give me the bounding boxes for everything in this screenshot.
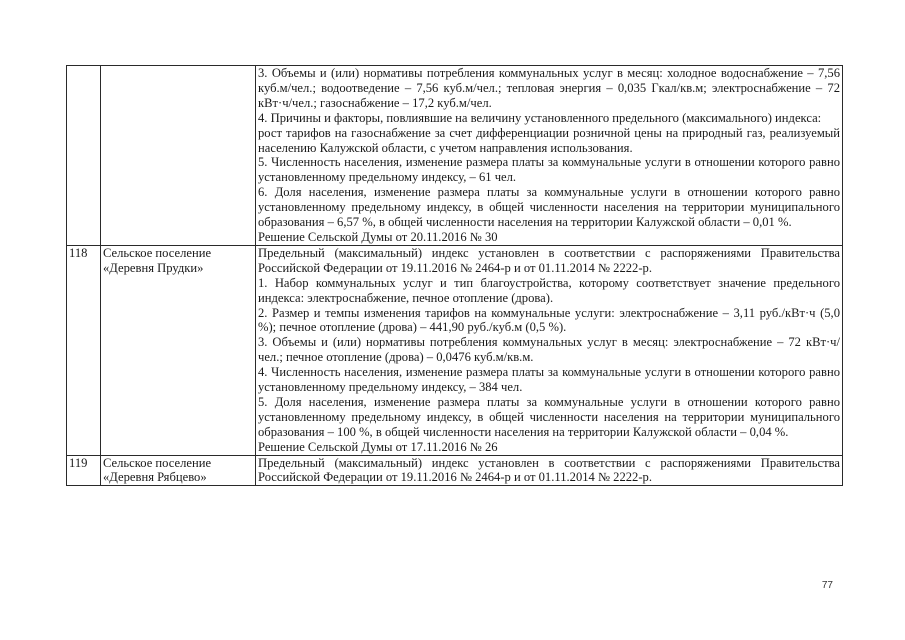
paragraph: Предельный (максимальный) индекс установлен в соответствии с распоряжениями Правительства Российской Федерации от 19.11.2016 № 2464-р и от 01.11.2014 № 2222-р. — [258, 455, 840, 485]
paragraph: 2. Размер и темпы изменения тарифов на коммунальные услуги: электроснабжение – 3,11 руб./кВт·ч (5,0 %); печное отопление (дрова) – 441,90 руб./куб.м (0,5 %). — [258, 305, 840, 335]
paragraph: рост тарифов на газоснабжение за счет дифференциации розничной цены на природный газ, реализуемый населению Калужской области, с учетом направления использования. — [258, 125, 840, 155]
paragraph: 6. Доля населения, изменение размера платы за коммунальные услуги в отношении которого равно установленному предельному индексу, в общей численности населения на территории муниципального образования – 6,57 %, в общей численности населения на территории Калужской области – 0,01 %. — [258, 185, 840, 230]
settlement-name-line: Сельское поселение — [103, 245, 212, 260]
decision-reference: Решение Сельской Думы от 17.11.2016 № 26 — [258, 439, 498, 454]
table-row — [67, 66, 843, 246]
settlement-name — [101, 66, 256, 246]
index-details — [256, 455, 843, 486]
paragraph: 4. Причины и факторы, повлиявшие на величину установленного предельного (максимального) индекса: — [258, 110, 822, 125]
paragraph: 3. Объемы и (или) нормативы потребления коммунальных услуг в месяц: электроснабжение – 72 кВт·ч/чел.; печное отопление (дрова) – 0,0476 куб.м/кв.м. — [258, 335, 840, 365]
paragraph: 5. Доля населения, изменение размера платы за коммунальные услуги в отношении которого равно установленному предельному индексу, в общей численности населения на территории муниципального образования – 100 %, в общей численности населения на территории Калужской области – 0,04 %. — [258, 394, 840, 439]
page-number: 77 — [821, 580, 833, 591]
table-row — [67, 245, 843, 455]
settlement-name — [101, 455, 256, 486]
paragraph: 5. Численность населения, изменение размера платы за коммунальные услуги в отношении которого равно установленному предельному индексу, – 61 чел. — [258, 155, 840, 185]
settlement-name — [101, 245, 256, 455]
decision-reference: Решение Сельской Думы от 20.11.2016 № 30 — [258, 229, 498, 244]
index-details — [256, 245, 843, 455]
paragraph: 4. Численность населения, изменение размера платы за коммунальные услуги в отношении которого равно установленному предельному индексу, – 384 чел. — [258, 365, 840, 395]
settlement-name-line: «Деревня Прудки» — [103, 260, 204, 275]
tariff-index-table — [66, 65, 843, 486]
paragraph: 1. Набор коммунальных услуг и тип благоустройства, которому соответствует значение предельного индекса: электроснабжение, печное отопление (дрова). — [258, 275, 840, 305]
settlement-name-line: Сельское поселение — [103, 455, 212, 470]
row-number: 118 — [67, 245, 101, 455]
index-details — [256, 66, 843, 246]
paragraph: 3. Объемы и (или) нормативы потребления коммунальных услуг в месяц: холодное водоснабжение – 7,56 куб.м/чел.; водоотведение – 7,56 куб.м/чел.; тепловая энергия – 0,035 Гкал/кв.м; электроснабжение – 72 кВт·ч/чел.; газоснабжение – 17,2 куб.м/чел. — [258, 66, 840, 110]
row-number: 119 — [67, 455, 101, 486]
paragraph: Предельный (максимальный) индекс установлен в соответствии с распоряжениями Правительства Российской Федерации от 19.11.2016 № 2464-р и от 01.11.2014 № 2222-р. — [258, 245, 840, 275]
settlement-name-line: «Деревня Рябцево» — [103, 470, 207, 485]
row-number — [67, 66, 101, 246]
table-row — [67, 455, 843, 486]
